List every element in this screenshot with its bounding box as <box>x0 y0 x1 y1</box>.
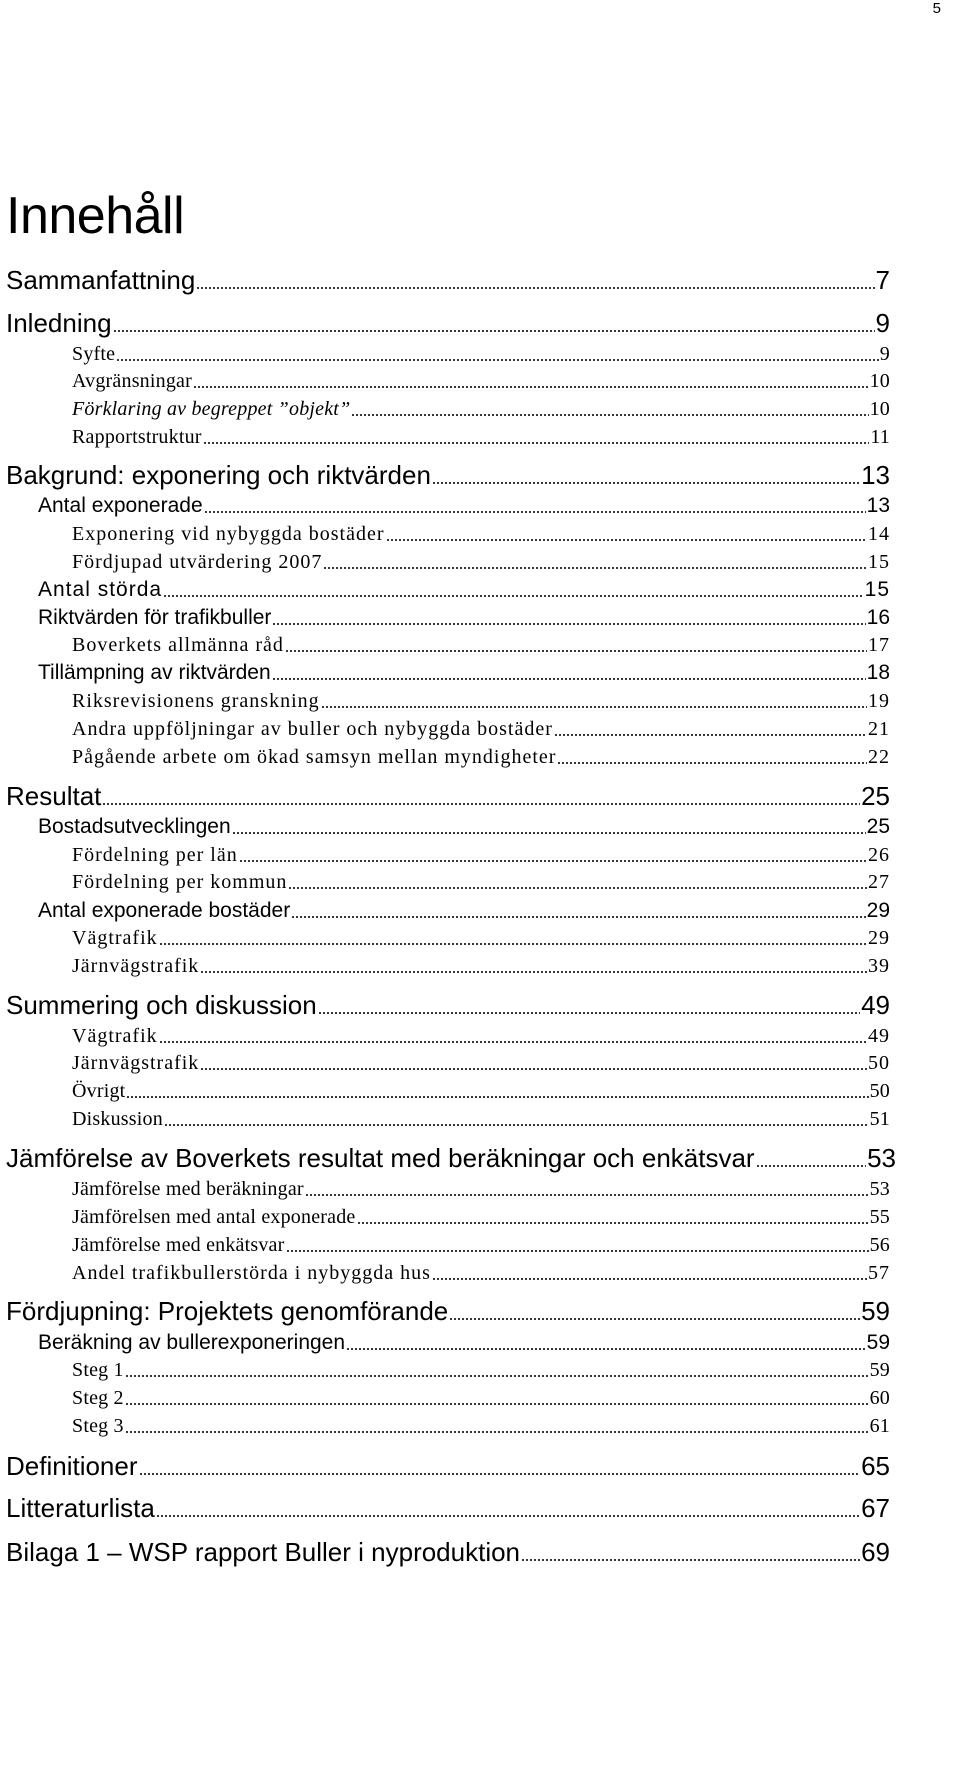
toc-label[interactable]: Jämförelse med enkätsvar <box>72 1234 285 1256</box>
toc-label[interactable]: Steg 1 <box>72 1359 124 1381</box>
toc-leader <box>386 538 868 542</box>
toc-label[interactable]: Vägtrafik <box>72 1025 158 1047</box>
toc-page: 29 <box>866 899 890 922</box>
toc-page: 65 <box>861 1451 890 1481</box>
toc-leader <box>102 802 860 806</box>
toc-page: 14 <box>868 523 890 545</box>
toc-leader <box>125 1430 869 1434</box>
toc-leader <box>288 886 867 890</box>
toc-label[interactable]: Andel trafikbullerstörda i nybyggda hus <box>72 1262 431 1284</box>
toc-label[interactable]: Riksrevisionens granskning <box>72 690 320 712</box>
toc-leader <box>232 831 866 835</box>
toc-page: 13 <box>866 494 890 517</box>
toc-leader <box>156 1514 860 1518</box>
toc-label[interactable]: Steg 2 <box>72 1387 124 1409</box>
toc-page: 50 <box>868 1052 890 1074</box>
toc-page: 16 <box>866 606 890 629</box>
toc-entry[interactable] <box>72 1100 890 1132</box>
toc-leader <box>432 1277 867 1281</box>
toc-page: 25 <box>866 815 890 838</box>
toc-label[interactable]: Fördelning per län <box>72 844 238 866</box>
toc-leader <box>125 1402 869 1406</box>
toc-leader <box>159 942 867 946</box>
toc-leader <box>323 566 867 570</box>
toc-page: 19 <box>868 690 890 712</box>
toc-page: 17 <box>868 634 890 656</box>
toc-label[interactable]: Andra uppföljningar av buller och nybyggda bostäder <box>72 718 553 740</box>
toc-page: 49 <box>861 990 890 1020</box>
toc-entry[interactable] <box>6 1450 890 1482</box>
toc-label[interactable]: Summering och diskussion <box>6 990 317 1020</box>
toc-entry[interactable] <box>72 1254 890 1286</box>
toc-label[interactable]: Antal exponerade <box>38 494 203 517</box>
toc-leader <box>357 1221 869 1225</box>
toc-label[interactable]: Vägtrafik <box>72 927 158 949</box>
toc-page: 59 <box>866 1331 890 1354</box>
toc-leader <box>200 970 867 974</box>
toc-label[interactable]: Rapportstruktur <box>72 426 202 448</box>
toc-label[interactable]: Sammanfattning <box>6 265 196 295</box>
toc-leader <box>126 1095 868 1099</box>
toc-page: 49 <box>868 1025 890 1047</box>
toc-label[interactable]: Förklaring av begreppet ”objekt” <box>72 398 351 420</box>
toc-label[interactable]: Järnvägstrafik <box>72 955 200 977</box>
toc-label[interactable]: Bostadsutvecklingen <box>38 815 231 838</box>
page-title: Innehåll <box>6 187 185 245</box>
toc-label[interactable]: Litteraturlista <box>6 1493 155 1523</box>
toc-page: 61 <box>869 1415 890 1437</box>
toc-label[interactable]: Inledning <box>6 308 112 338</box>
toc-page: 10 <box>869 398 890 420</box>
toc-label[interactable]: Riktvärden för trafikbuller <box>38 606 272 629</box>
toc-label[interactable]: Boverkets allmänna råd <box>72 634 284 656</box>
toc-entry[interactable] <box>72 738 890 770</box>
toc-label[interactable]: Diskussion <box>72 1108 163 1130</box>
toc-leader <box>432 481 860 485</box>
toc-page: 10 <box>869 370 890 392</box>
toc-label[interactable]: Antal exponerade bostäder <box>38 899 291 922</box>
toc-page: 51 <box>869 1108 890 1130</box>
toc-page: 13 <box>861 460 890 490</box>
toc-label[interactable]: Tillämpning av riktvärden <box>38 661 271 684</box>
toc-label[interactable]: Jämförelse av Boverkets resultat med beräkningar och enkätsvar <box>6 1143 755 1173</box>
toc-page: 11 <box>870 426 890 448</box>
toc-label[interactable]: Resultat <box>6 781 102 811</box>
toc-page: 69 <box>861 1537 890 1567</box>
toc-page: 21 <box>868 718 890 740</box>
toc-entry[interactable] <box>6 1492 890 1524</box>
toc-page: 29 <box>868 927 890 949</box>
toc-entry[interactable] <box>6 1536 890 1568</box>
toc-leader <box>557 761 867 765</box>
toc-label[interactable]: Syfte <box>72 343 116 365</box>
toc-page: 7 <box>875 265 890 295</box>
toc-leader <box>521 1558 860 1562</box>
toc-label[interactable]: Fördjupad utvärdering 2007 <box>72 551 323 573</box>
toc-leader <box>125 1374 869 1378</box>
toc-leader <box>139 1472 861 1476</box>
toc-page: 15 <box>868 551 890 573</box>
toc-label[interactable]: Fördjupning: Projektets genomförande <box>6 1296 449 1326</box>
toc-leader <box>449 1317 860 1321</box>
toc-leader <box>305 1193 869 1197</box>
toc-leader <box>321 705 867 709</box>
toc-leader <box>756 1164 866 1168</box>
toc-leader <box>113 329 875 333</box>
page-number: 5 <box>932 0 941 17</box>
toc-entry[interactable] <box>6 264 890 296</box>
toc-page: 22 <box>868 746 890 768</box>
toc-leader <box>272 677 866 681</box>
toc-label[interactable]: Exponering vid nybyggda bostäder <box>72 523 385 545</box>
toc-label[interactable]: Övrigt <box>72 1080 126 1102</box>
toc-leader <box>193 385 869 389</box>
toc-label[interactable]: Steg 3 <box>72 1415 124 1437</box>
toc-page: 39 <box>868 955 890 977</box>
toc-page: 59 <box>861 1296 890 1326</box>
toc-leader <box>196 286 874 290</box>
toc-leader <box>554 733 867 737</box>
toc-page: 59 <box>869 1359 890 1381</box>
toc-page: 67 <box>861 1493 890 1523</box>
toc-page: 9 <box>875 308 890 338</box>
toc-page: 57 <box>868 1262 890 1284</box>
toc-page: 26 <box>868 844 890 866</box>
toc-page: 53 <box>869 1178 890 1200</box>
toc-leader <box>286 1249 869 1253</box>
toc-leader <box>203 441 870 445</box>
toc-page: 55 <box>869 1206 890 1228</box>
toc-page: 25 <box>861 781 890 811</box>
toc-label[interactable]: Pågående arbete om ökad samsyn mellan myndigheter <box>72 746 557 768</box>
toc-leader <box>204 510 866 514</box>
toc-label[interactable]: Jämförelse med beräkningar <box>72 1178 304 1200</box>
toc-entry[interactable] <box>6 1295 890 1327</box>
toc-entry[interactable] <box>72 947 890 979</box>
toc-label[interactable]: Bakgrund: exponering och riktvärden <box>6 460 431 490</box>
toc-label[interactable]: Bilaga 1 – WSP rapport Buller i nyproduktion <box>6 1537 521 1567</box>
toc-leader <box>351 413 868 417</box>
toc-label[interactable]: Fördelning per kommun <box>72 871 288 893</box>
toc-page: 50 <box>869 1080 890 1102</box>
toc-leader <box>163 594 864 598</box>
toc-leader <box>164 1123 869 1127</box>
toc-label[interactable]: Jämförelsen med antal exponerade <box>72 1206 356 1228</box>
toc-label[interactable]: Definitioner <box>6 1451 138 1481</box>
toc-entry[interactable] <box>72 418 890 450</box>
toc-page: 60 <box>869 1387 890 1409</box>
toc-label[interactable]: Beräkning av bullerexponeringen <box>38 1331 346 1354</box>
toc-page: 56 <box>869 1234 890 1256</box>
toc-page: 15 <box>864 578 890 601</box>
toc-label[interactable]: Järnvägstrafik <box>72 1052 200 1074</box>
toc-label[interactable]: Avgränsningar <box>72 370 192 392</box>
toc-leader <box>285 649 867 653</box>
toc-leader <box>318 1011 860 1015</box>
toc-page: 53 <box>867 1143 896 1173</box>
toc-label[interactable]: Antal störda <box>38 578 163 601</box>
toc-entry[interactable] <box>72 1407 890 1439</box>
toc-page: 9 <box>879 343 890 365</box>
toc-page: 18 <box>866 661 890 684</box>
toc-entry[interactable] <box>72 863 890 895</box>
toc-leader <box>200 1067 867 1071</box>
toc-page: 27 <box>868 871 890 893</box>
